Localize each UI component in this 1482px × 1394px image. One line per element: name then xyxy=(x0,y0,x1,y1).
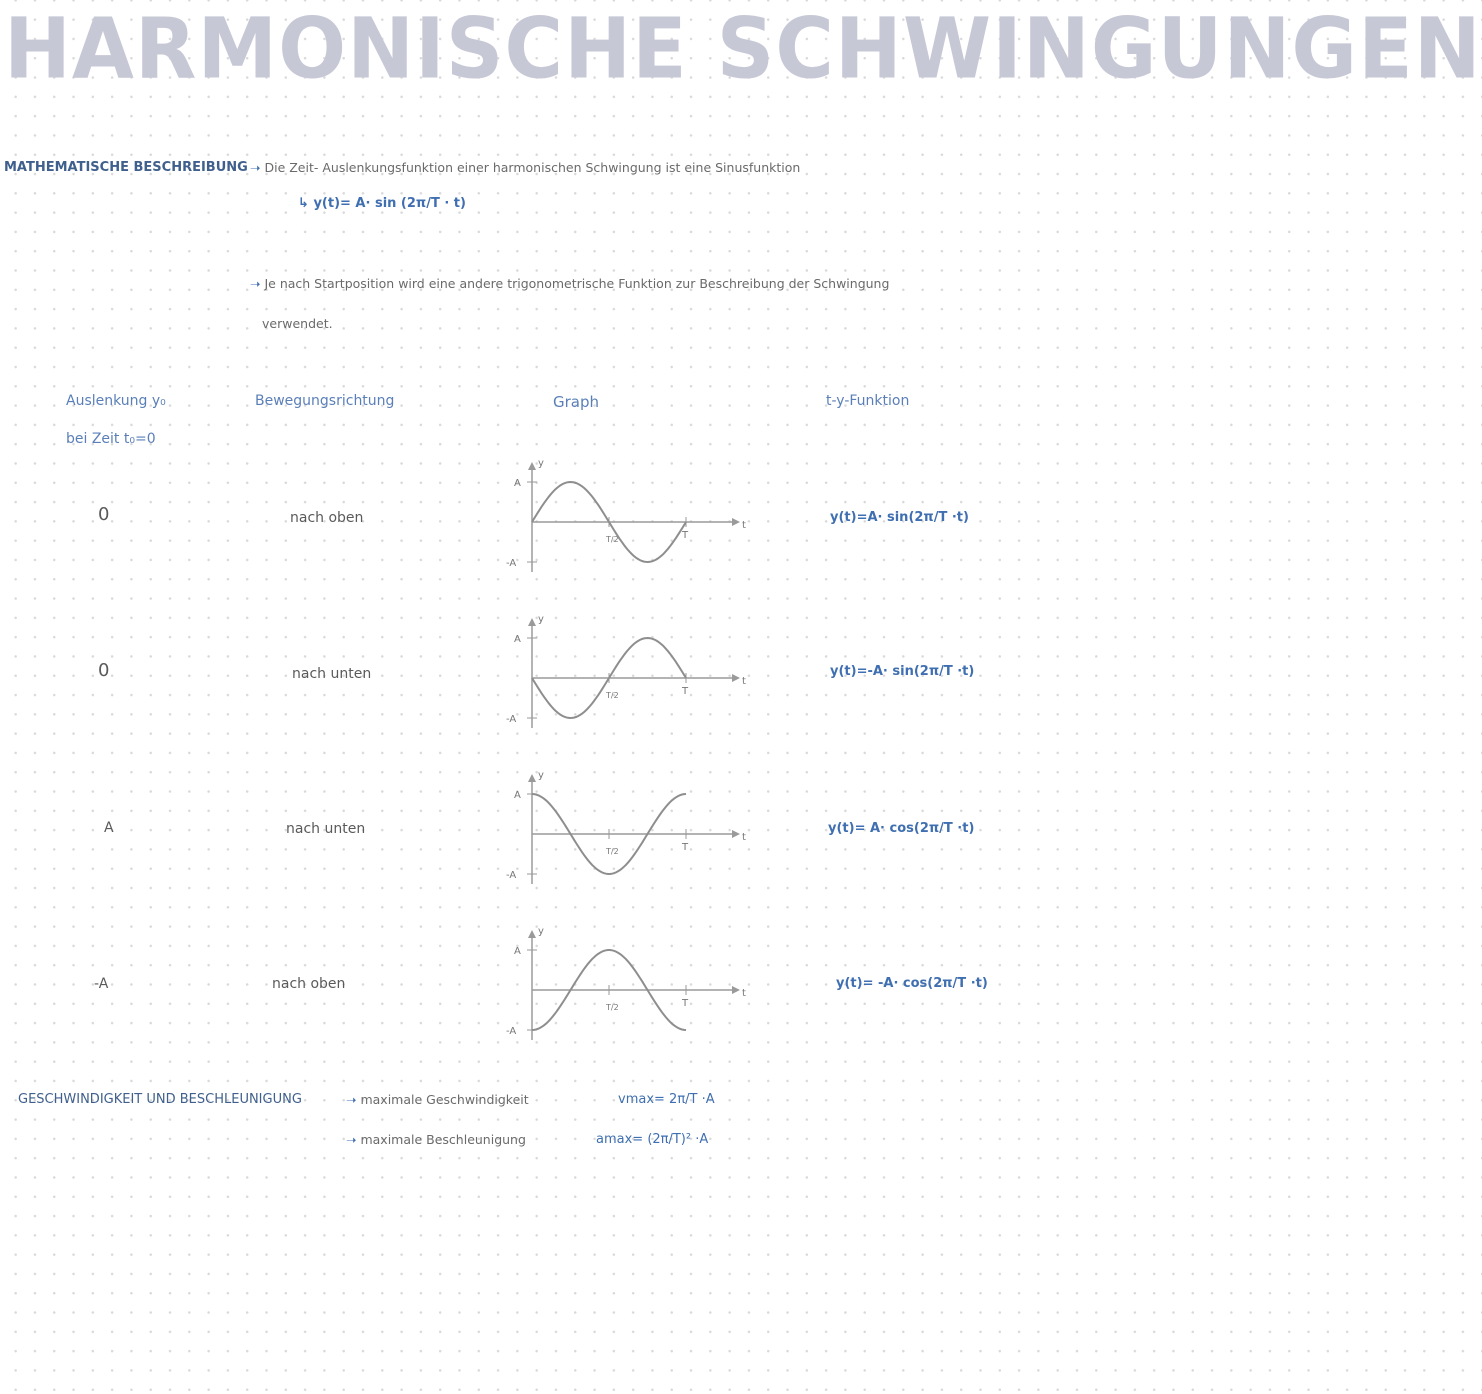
graph-label-t: t xyxy=(742,988,746,999)
graph-label-T: T xyxy=(682,530,689,541)
header-graph: Graph xyxy=(553,393,600,411)
math-line1 xyxy=(250,160,800,175)
graph-y-arrow xyxy=(528,774,536,782)
graph-label-minus-a: -A xyxy=(506,558,517,569)
speed-section-label: GESCHWINDIGKEIT UND BESCHLEUNIGUNG xyxy=(18,1092,302,1107)
graph-label-a: A xyxy=(514,946,521,957)
graph-label-T: T xyxy=(682,842,689,853)
graph-t-arrow xyxy=(732,674,740,682)
graph-label-a: A xyxy=(514,790,521,801)
header-auslenkung: Auslenkung y₀ xyxy=(66,393,166,409)
graph-y-arrow xyxy=(528,618,536,626)
page-title: HARMONISCHE SCHWINGUNGEN xyxy=(4,0,1482,98)
graph-label-y: y xyxy=(538,458,544,469)
speed-a-formula: amax= (2π/T)² ·A xyxy=(596,1132,709,1147)
row1-y0: 0 xyxy=(98,504,110,525)
graph-label-y: y xyxy=(538,926,544,937)
graph-label-t: t xyxy=(742,676,746,687)
arrow-right-icon: ➝ xyxy=(346,1132,357,1147)
row3-function: y(t)= A· cos(2π/T ·t) xyxy=(828,821,975,836)
graph-label-y: y xyxy=(538,770,544,781)
row3-direction: nach unten xyxy=(286,821,366,837)
math-line1-text: Die Zeit- Auslenkungsfunktion einer harmonischen Schwingung ist eine Sinusfunktion xyxy=(264,160,801,175)
graph-t-arrow xyxy=(732,830,740,838)
row3-y0: A xyxy=(104,820,114,836)
row4-direction: nach oben xyxy=(272,976,346,992)
speed-v-text: maximale Geschwindigkeit xyxy=(360,1092,529,1107)
graph-t-arrow xyxy=(732,986,740,994)
math-line2 xyxy=(250,276,889,291)
row2-direction: nach unten xyxy=(292,666,372,682)
graph-label-minus-a: -A xyxy=(506,714,517,725)
graph-label-t: t xyxy=(742,520,746,531)
graph-y-arrow xyxy=(528,930,536,938)
graph-label-y: y xyxy=(538,614,544,625)
arrow-right-icon: ➝ xyxy=(250,276,261,291)
math-line2-text: Je nach Startposition wird eine andere trigonometrische Funktion zur Beschreibung der Schwingung xyxy=(264,276,890,291)
row1-direction: nach oben xyxy=(290,510,364,526)
header-funktion: t-y-Funktion xyxy=(826,393,910,409)
math-formula-text: y(t)= A· sin (2π/T · t) xyxy=(313,196,466,211)
graph-label-T2: T/2 xyxy=(606,1003,619,1012)
speed-a-line xyxy=(346,1132,526,1147)
arrow-right-icon: ➝ xyxy=(250,160,261,175)
graph-t-arrow xyxy=(732,518,740,526)
header-auslenkung-sub: bei Zeit t₀=0 xyxy=(66,431,156,447)
row1-function: y(t)=A· sin(2π/T ·t) xyxy=(830,510,969,525)
row4-y0: -A xyxy=(94,976,109,992)
graph-label-t: t xyxy=(742,832,746,843)
arrow-return-icon: ↳ xyxy=(298,196,309,211)
graph-label-T2: T/2 xyxy=(606,691,619,700)
graphs-svg xyxy=(490,450,750,1050)
math-line3: verwendet. xyxy=(262,316,333,331)
graph-label-minus-a: -A xyxy=(506,870,517,881)
graph-label-a: A xyxy=(514,634,521,645)
graph-label-minus-a: -A xyxy=(506,1026,517,1037)
row2-function: y(t)=-A· sin(2π/T ·t) xyxy=(830,664,975,679)
graph-label-T: T xyxy=(682,686,689,697)
math-formula xyxy=(298,196,466,211)
arrow-right-icon: ➝ xyxy=(346,1092,357,1107)
row2-y0: 0 xyxy=(98,660,110,681)
row4-function: y(t)= -A· cos(2π/T ·t) xyxy=(836,976,988,991)
graph-label-T2: T/2 xyxy=(606,847,619,856)
graph-label-a: A xyxy=(514,478,521,489)
graph-y-arrow xyxy=(528,462,536,470)
speed-v-line xyxy=(346,1092,529,1107)
speed-v-formula: vmax= 2π/T ·A xyxy=(618,1092,715,1107)
graph-label-T2: T/2 xyxy=(606,535,619,544)
header-richtung: Bewegungsrichtung xyxy=(255,393,395,409)
math-section-label: MATHEMATISCHE BESCHREIBUNG xyxy=(4,160,248,175)
speed-a-text: maximale Beschleunigung xyxy=(360,1132,526,1147)
graph-label-T: T xyxy=(682,998,689,1009)
